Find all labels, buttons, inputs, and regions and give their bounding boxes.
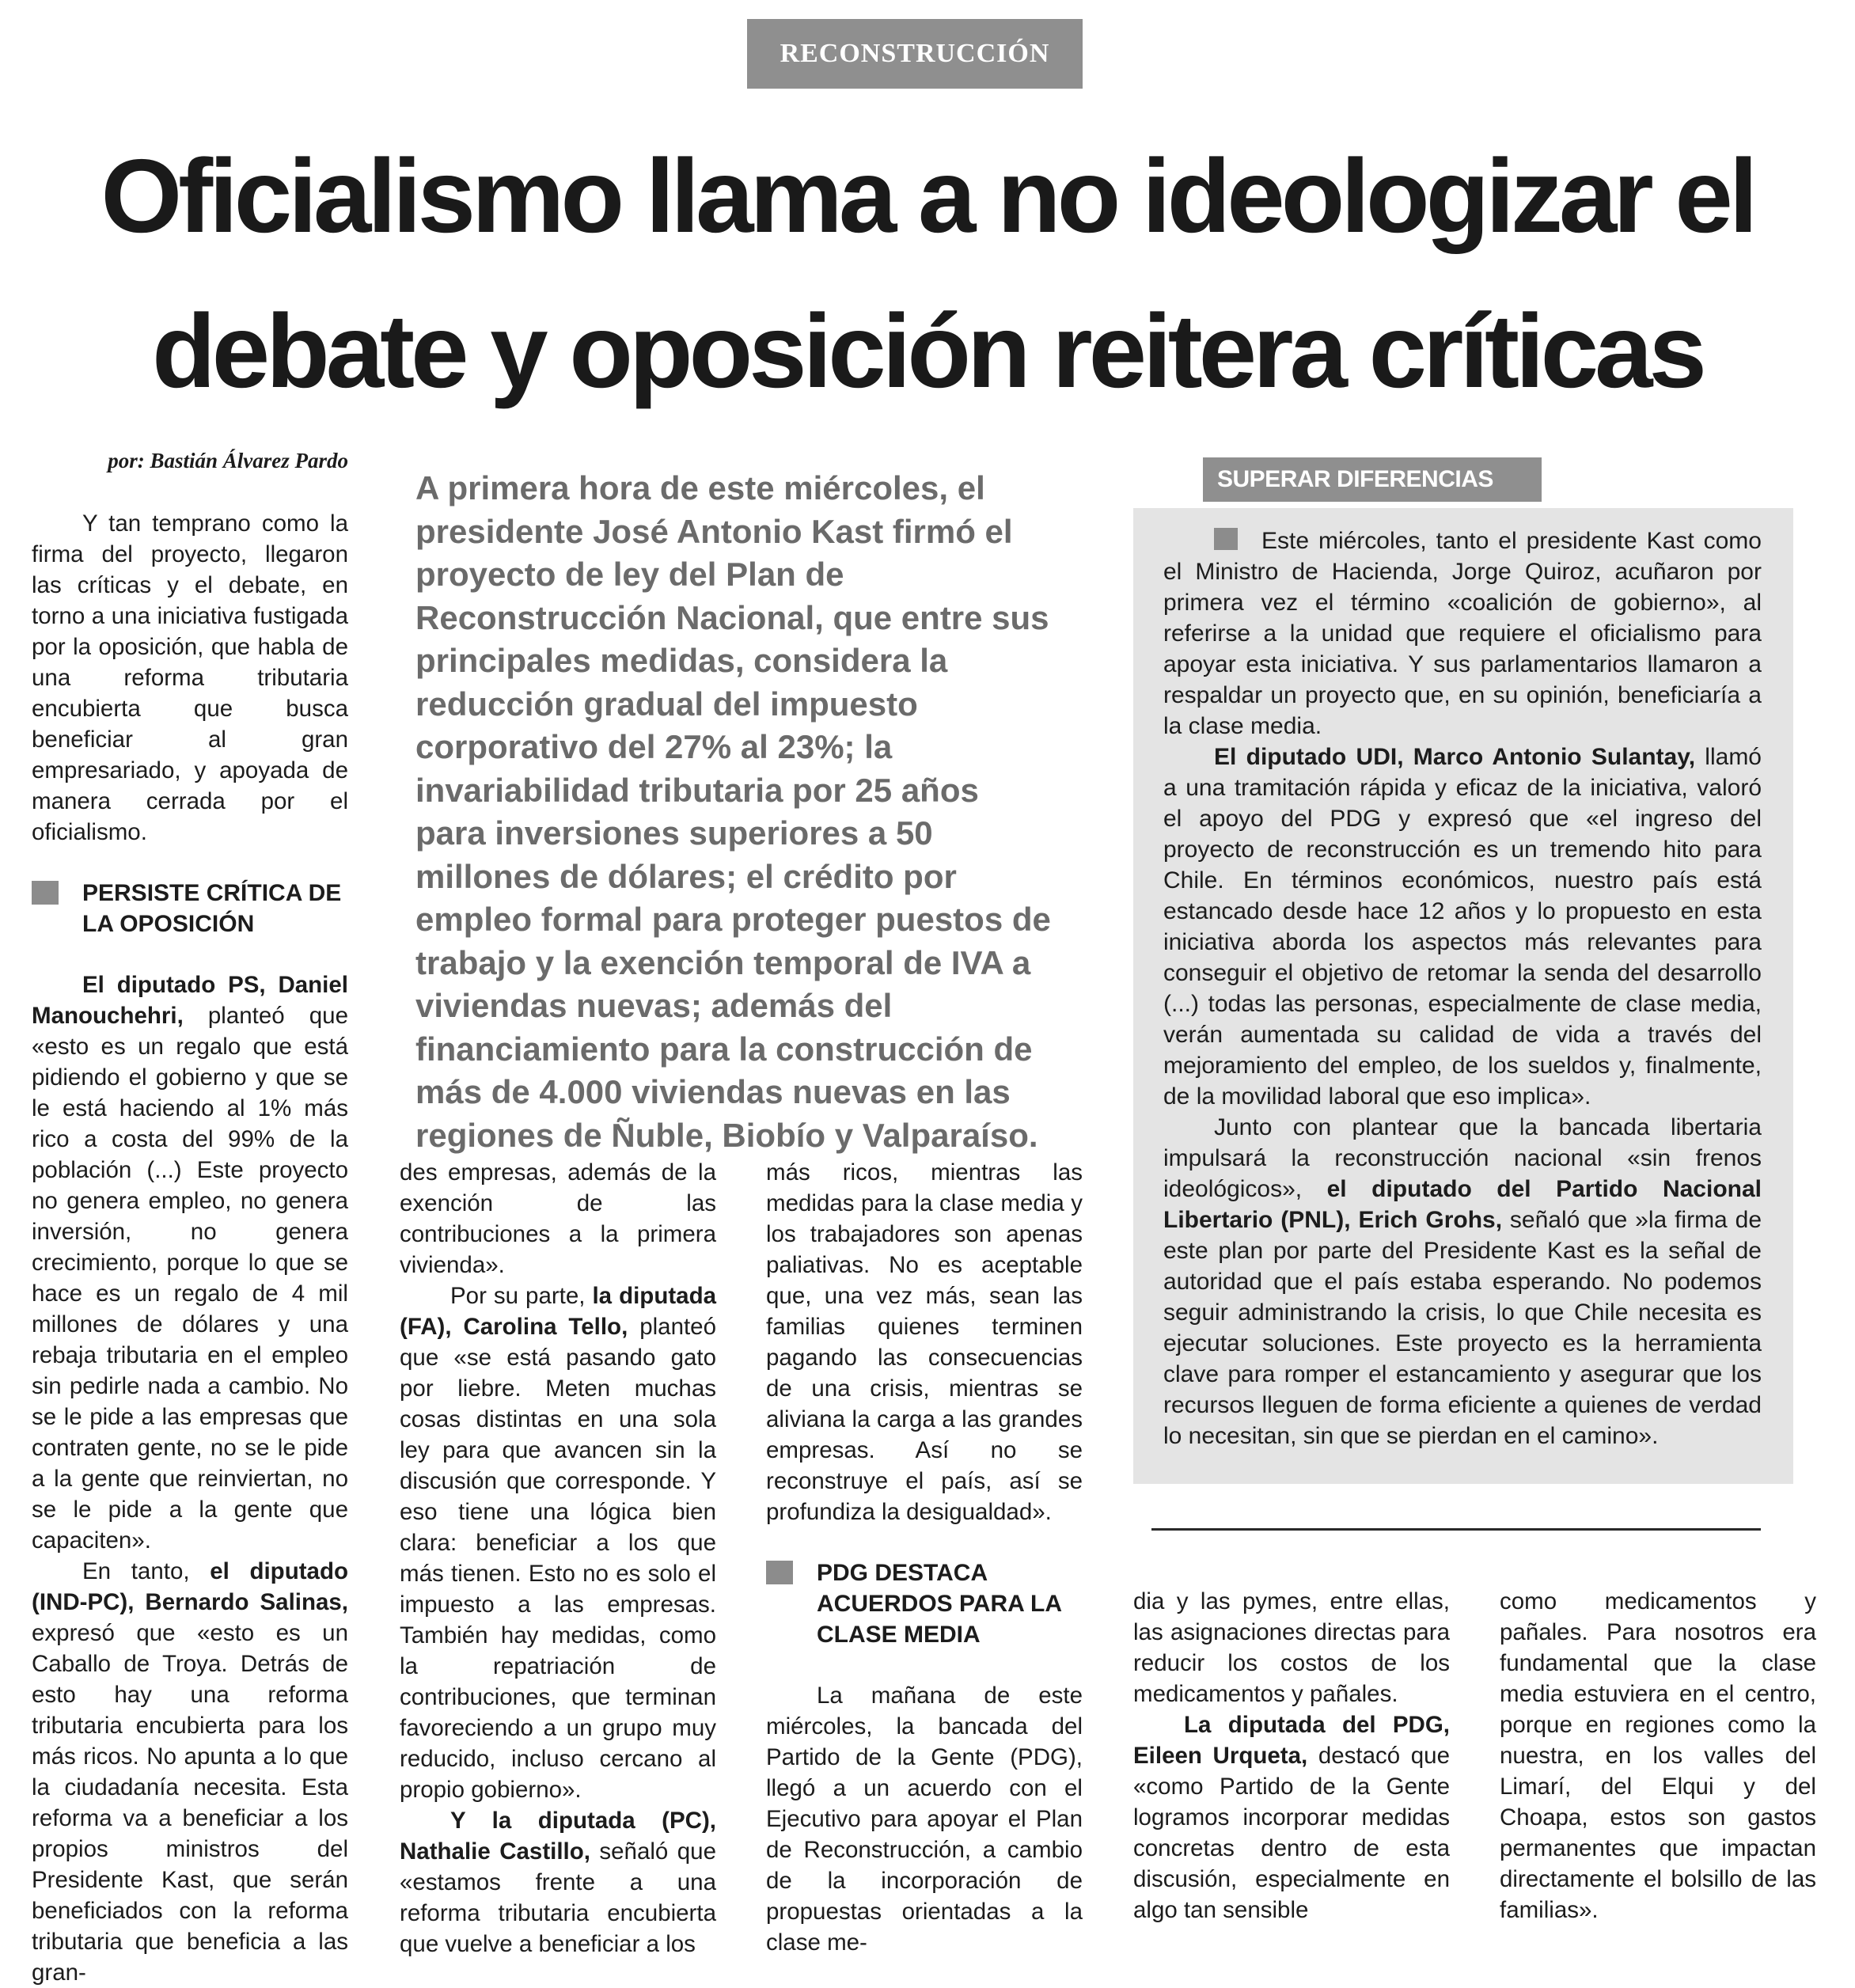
- divider-rule: [1151, 1528, 1761, 1531]
- paragraph: [1163, 1112, 1762, 1451]
- paragraph: más ricos, mientras las medidas para la clase media y los trabajadores son apenas paliativas. No es aceptable que, una vez más, sean las familias quienes terminen pagando las consecuencias de una crisis, mientras se aliviana la carga a las grandes empresas. Así no se reconstruye el país, así se profundiza la desigualdad».: [766, 1159, 1083, 1525]
- column-4: [1133, 1586, 1450, 1925]
- subhead-persiste-critica: [32, 878, 348, 939]
- paragraph: des empresas, además de la exención de las contribuciones a la primera vivienda».: [400, 1159, 716, 1278]
- bullet-square-icon: [766, 1561, 793, 1584]
- paragraph: como medicamentos y pañales. Para nosotros era fundamental que la clase media estuviera en el centro, porque en regiones como la nuestra, en los valles del Limarí, del Elqui y del Choapa, estos son gastos permanentes que impactan directamente el bolsillo de las familias».: [1500, 1588, 1816, 1923]
- quote-text: llamó a una tramitación rápida y eficaz de la iniciativa, valoró el apoyo del PDG y expresó que «el ingreso del proyecto de reconstrucción es un tremendo hito para Chile. En términos económicos, nuestro país está estancado desde hace 12 años y lo propuesto en esta iniciativa aborda los aspectos más relevantes para conseguir el objetivo de retomar la senda del desarrollo (...) todas las personas, especialmente de clase media, verán aumentada su calidad de vida a través del mejoramiento del empleo, de los sueldos y, finalmente, de la movilidad laboral que eso implica».: [1163, 744, 1762, 1110]
- bullet-square-icon: [1214, 528, 1238, 550]
- speaker-name: la diputada (FA), Carolina Tello,: [400, 1283, 716, 1340]
- quote-text: señaló que »la firma de este plan por parte del Presidente Kast es la señal de autoridad que el país estaba esperando. No podemos seguir administrando la crisis, lo que Chile necesita es ejecutar soluciones. Este proyecto es la herramienta clave para romper el estancamiento y asegurar que los recursos lleguen de forma eficiente a quienes de verdad lo necesitan, sin que se pierdan en el camino».: [1163, 1207, 1762, 1449]
- headline: [32, 119, 1823, 429]
- paragraph: [1163, 742, 1762, 1112]
- speaker-name: El diputado PS, Daniel Manouchehri,: [32, 972, 348, 1029]
- speaker-name: el diputado del Partido Nacional Libertario (PNL), Erich Grohs,: [1163, 1176, 1762, 1233]
- speaker-name: Y la diputada (PC), Nathalie Castillo,: [400, 1808, 716, 1865]
- text: Junto con plantear que la bancada libertaria impulsará la reconstrucción nacional «sin frenos ideológicos»,: [1163, 1114, 1762, 1202]
- paragraph: [400, 1280, 716, 1805]
- paragraph: [1133, 1709, 1450, 1925]
- column-3: [766, 1157, 1083, 1958]
- sidebar-text: [1163, 525, 1762, 1451]
- paragraph: dia y las pymes, entre ellas, las asignaciones directas para reducir los costos de los medicamentos y pañales.: [1133, 1588, 1450, 1707]
- quote-text: señaló que «estamos frente a una reforma tributaria encubierta que vuelve a beneficiar a los: [400, 1838, 716, 1957]
- quote-text: planteó que «se está pasando gato por liebre. Meten muchas cosas distintas en una sola ley para que avancen sin la discusión que corresponde. Y eso tiene una lógica bien clara: beneficiar a los que más tienen. Esto no es solo el impuesto a las empresas. También hay medidas, como la repatriación de contribuciones, que terminan favoreciendo a un grupo muy reducido, incluso cercano al propio gobierno».: [400, 1314, 716, 1803]
- speaker-name: El diputado UDI, Marco Antonio Sulantay,: [1214, 744, 1696, 770]
- speaker-name: La diputada del PDG, Eileen Urqueta,: [1133, 1712, 1450, 1769]
- column-2: [400, 1157, 716, 1960]
- paragraph: [400, 1805, 716, 1960]
- column-5: [1500, 1586, 1816, 1925]
- bullet-square-icon: [32, 881, 59, 905]
- sidebar-tag: SUPERAR DIFERENCIAS: [1203, 457, 1542, 502]
- paragraph: La mañana de este miércoles, la bancada del Partido de la Gente (PDG), llegó a un acuerdo con el Ejecutivo para apoyar el Plan de Reconstrucción, a cambio de la incorporación de propuestas orientadas a la clase me-: [766, 1683, 1083, 1956]
- paragraph: [32, 969, 348, 1556]
- quote-text: destacó que «como Partido de la Gente logramos incorporar medidas concretas dentro de esta discusión, especialmente en algo tan sensible: [1133, 1743, 1450, 1923]
- paragraph: [1163, 525, 1762, 742]
- text: Por su parte,: [450, 1283, 593, 1309]
- lead-paragraph: A primera hora de este miércoles, el presidente José Antonio Kast firmó el proyecto de ley del Plan de Reconstrucción Nacional, que entre sus principales medidas, considera la reducción gradual del impuesto corporativo del 27% al 23%; la invariabilidad tributaria por 25 años para inversiones superiores a 50 millones de dólares; el crédito por empleo formal para proteger puestos de trabajo y la exención temporal de IVA a viviendas nuevas; además del financiamiento para la construcción de más de 4.000 viviendas nuevas en las regiones de Ñuble, Biobío y Valparaíso.: [415, 469, 1051, 1154]
- subhead-text: PERSISTE CRÍTICA DE LA OPOSICIÓN: [82, 880, 342, 937]
- quote-text: expresó que «esto es un Caballo de Troya. Detrás de esto hay una reforma tributaria encubierta para los más ricos. No apunta a lo que la ciudadanía necesita. Esta reforma va a beneficiar a los propios ministros del Presidente Kast, que serán beneficiados con la reforma tributaria que beneficia a las gran-: [32, 1620, 348, 1986]
- subhead-pdg-destaca: [766, 1557, 1083, 1650]
- section-tag: RECONSTRUCCIÓN: [747, 19, 1083, 89]
- intro-paragraph: Y tan temprano como la firma del proyecto, llegaron las críticas y el debate, en torno a una iniciativa fustigada por la oposición, que habla de una reforma tributaria encubierta que busca beneficiar al gran empresariado, y apoyada de manera cerrada por el oficialismo.: [32, 510, 348, 845]
- speaker-name: el diputado (IND-PC), Bernardo Salinas,: [32, 1558, 348, 1615]
- paragraph: [32, 1556, 348, 1988]
- headline-line-1: Oficialismo llama a no ideologizar el: [101, 138, 1754, 254]
- text: En tanto,: [82, 1558, 211, 1584]
- quote-text: planteó que «esto es un regalo que está pidiendo el gobierno y que se le está haciendo al 1% más rico a costa del 99% de la población (...) Este proyecto no genera empleo, no genera inversión, no genera crecimiento, porque lo que se hace es un regalo de 4 mil millones de dólares y una rebaja tributaria en el empleo sin pedirle nada a cambio. No se le pide a las empresas que contraten gente, no se le pide a la gente que reinviertan, no se le pide a la gente que capaciten».: [32, 1003, 348, 1554]
- headline-line-2: debate y oposición reitera críticas: [152, 293, 1703, 409]
- subhead-text: PDG DESTACA ACUERDOS PARA LA CLASE MEDIA: [817, 1560, 1061, 1648]
- byline: por: Bastián Álvarez Pardo: [108, 449, 348, 472]
- text: Este miércoles, tanto el presidente Kast como el Ministro de Hacienda, Jorge Quiroz, acuñaron por primera vez el término «coalición de gobierno», al referirse a la unidad que requiere el oficialismo para apoyar esta iniciativa. Y sus parlamentarios llamaron a respaldar un proyecto que, en su opinión, beneficiaría a la clase media.: [1163, 528, 1762, 739]
- column-1: [32, 508, 348, 1988]
